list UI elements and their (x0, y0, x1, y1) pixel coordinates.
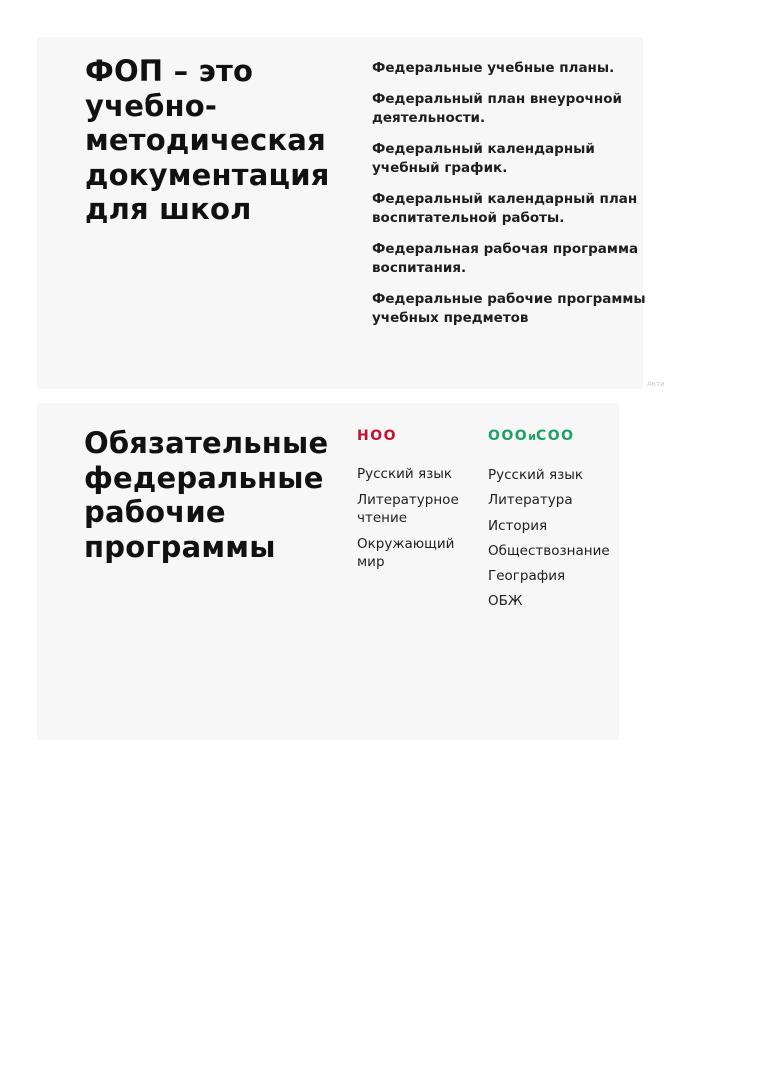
subject-line: Литература (488, 492, 573, 509)
list-item (372, 290, 646, 329)
subject-item (488, 517, 610, 536)
list-item-line: Федеральные учебные планы. (372, 60, 615, 76)
subject-line: Русский язык (357, 466, 453, 482)
noo-heading: НОО (357, 428, 398, 444)
fop-definition-slide (37, 37, 646, 389)
subject-line: Окружающий (357, 535, 455, 552)
subject-item (488, 542, 610, 561)
title-line: федеральные (84, 460, 324, 495)
title-line: методическая (85, 123, 326, 157)
list-item (372, 59, 642, 79)
list-item-line: Федеральный календарный (372, 140, 595, 157)
subject-line: История (488, 517, 548, 534)
fop-definition-title (85, 54, 335, 227)
list-item-line: Федеральный план внеурочной (372, 90, 622, 107)
title-line: ФОП – это (85, 54, 254, 88)
subject-item (488, 567, 610, 586)
list-item-line: Федеральный календарный план (372, 190, 638, 207)
subject-item (357, 465, 459, 484)
subject-item (357, 491, 459, 528)
title-line: для школ (85, 192, 252, 226)
list-item-line: воспитательной работы. (372, 210, 565, 226)
soo-label: СОО (535, 428, 575, 444)
list-item-line: учебный график. (372, 160, 508, 176)
subject-line: Литературное (357, 491, 459, 508)
subject-line: мир (357, 554, 385, 570)
noo-subjects-list (357, 465, 459, 572)
title-line: рабочие (84, 495, 226, 529)
subject-item (357, 535, 459, 572)
subject-item (488, 592, 610, 611)
list-item-line: учебных предметов (372, 310, 529, 326)
subject-line: География (488, 568, 566, 585)
ooo-soo-subjects-list (488, 466, 610, 611)
and-label: и (528, 430, 536, 443)
title-line: программы (84, 529, 276, 564)
fop-documents-list (372, 59, 646, 340)
subject-item (488, 491, 610, 510)
list-item-line: Федеральные рабочие программы (372, 290, 646, 307)
list-item-line: деятельности. (372, 110, 486, 126)
title-line: Обязательные (84, 426, 329, 460)
title-line: документация (85, 157, 330, 192)
activation-watermark: Акти (647, 380, 665, 388)
ooo-soo-heading (488, 427, 610, 446)
subject-line: Обществознание (488, 542, 610, 559)
list-item (372, 190, 642, 229)
list-item (372, 240, 642, 279)
subject-line: чтение (357, 510, 408, 526)
subject-item (488, 466, 610, 485)
list-item (372, 90, 642, 129)
subject-line: ОБЖ (488, 593, 523, 610)
noo-column (357, 427, 459, 579)
list-item (372, 140, 642, 179)
subject-line: Русский язык (488, 467, 584, 483)
list-item-line: Федеральная рабочая программа (372, 240, 639, 257)
ooo-label: ООО (488, 428, 529, 444)
list-item-line: воспитания. (372, 260, 467, 276)
mandatory-programs-slide (37, 403, 619, 740)
title-line: учебно- (85, 88, 218, 123)
ooo-soo-column (488, 427, 610, 618)
mandatory-programs-title (84, 426, 334, 564)
